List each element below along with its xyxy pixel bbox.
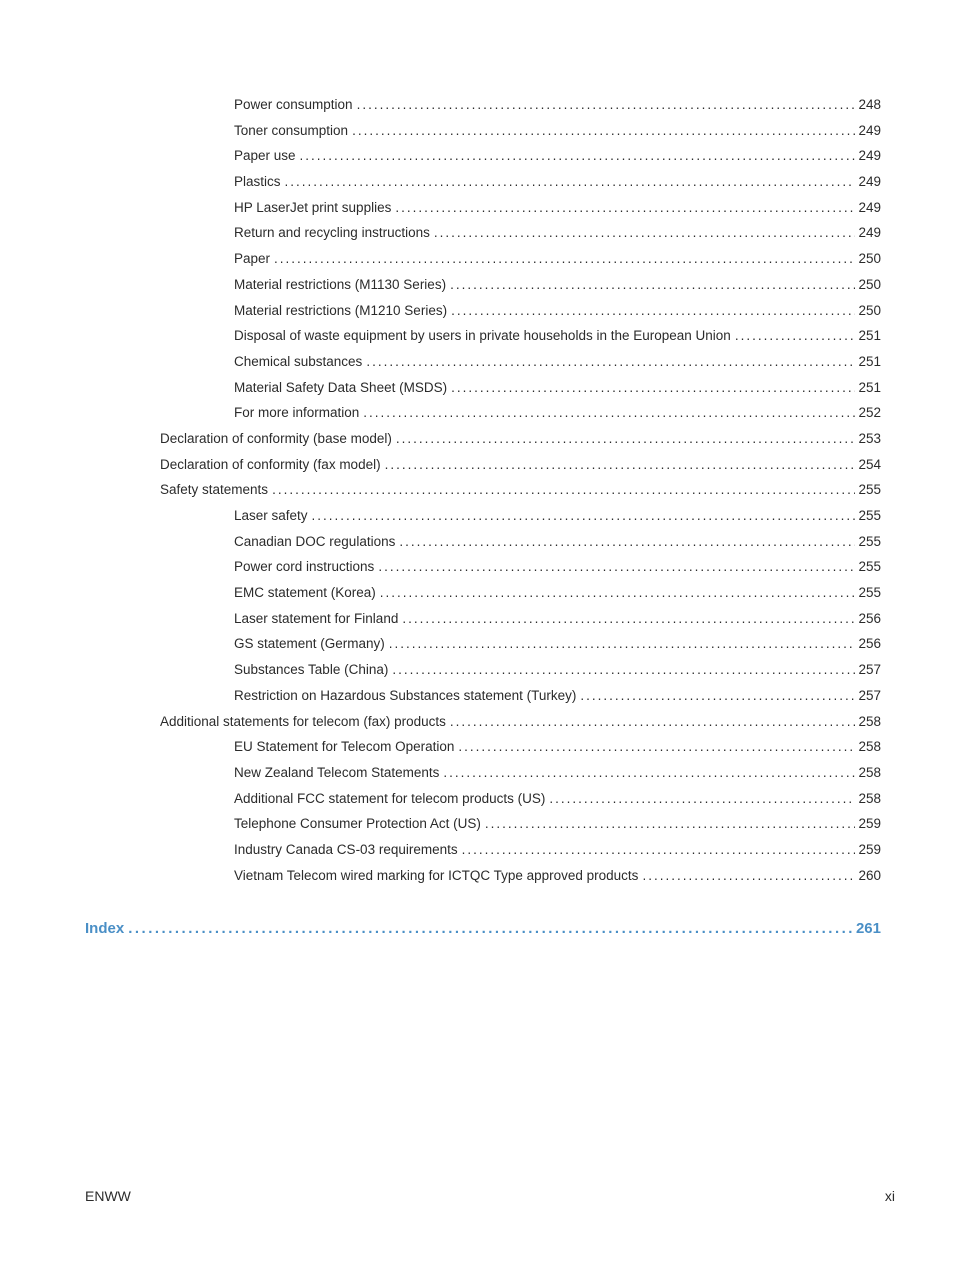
dot-leader (402, 606, 855, 632)
toc-entry[interactable] (85, 786, 881, 812)
dot-leader (450, 709, 856, 735)
toc-entry-title: Vietnam Telecom wired marking for ICTQC Type approved products (234, 867, 639, 883)
toc-entry-page: 248 (858, 97, 881, 112)
toc-entry-page: 255 (858, 508, 881, 523)
dot-leader (389, 631, 856, 657)
toc-entry[interactable] (85, 272, 881, 298)
toc-entry-page: 249 (858, 122, 881, 138)
dot-leader (735, 323, 856, 349)
toc-entry-title: New Zealand Telecom Statements (234, 764, 440, 780)
toc-entry-title: Safety statements (160, 482, 269, 498)
toc-entry[interactable] (85, 143, 881, 169)
dot-leader (642, 863, 855, 889)
dot-leader (443, 760, 855, 786)
dot-leader (380, 580, 856, 606)
dot-leader (580, 683, 855, 709)
toc-entry-page: 259 (858, 816, 881, 832)
toc-entry[interactable] (85, 195, 881, 221)
toc-entry-page: 251 (858, 328, 881, 344)
toc-entry-page: 256 (858, 610, 881, 626)
toc-entry-title: Power consumption (234, 97, 353, 112)
page-footer (85, 1188, 895, 1204)
toc-entry-page: 252 (858, 405, 881, 421)
toc-entry[interactable] (85, 477, 881, 503)
toc-entry-page: 251 (858, 353, 881, 369)
toc-entry[interactable] (85, 631, 881, 657)
toc-entry-title: Disposal of waste equipment by users in private households in the European Union (234, 328, 731, 344)
toc-entry[interactable] (85, 837, 881, 863)
toc-entry-page: 255 (858, 533, 881, 549)
dot-leader (399, 529, 855, 555)
toc-entry-page: 253 (858, 430, 881, 446)
toc-entry[interactable] (85, 220, 881, 246)
dot-leader (462, 837, 856, 863)
dot-leader (392, 657, 855, 683)
toc-entry[interactable] (85, 92, 881, 118)
toc-entry-title: Material restrictions (M1130 Series) (234, 276, 447, 292)
toc-entry[interactable] (85, 426, 881, 452)
toc-entry-title: Telephone Consumer Protection Act (US) (234, 816, 481, 832)
dot-leader (128, 916, 853, 942)
toc-entry-title: EU Statement for Telecom Operation (234, 739, 455, 755)
toc-entry-title: Toner consumption (234, 122, 349, 138)
toc-entry[interactable] (85, 606, 881, 632)
index-page-number: 261 (855, 920, 881, 938)
toc-entry-title: Power cord instructions (234, 559, 375, 575)
dot-leader (357, 92, 856, 118)
toc-entry[interactable] (85, 349, 881, 375)
index-label: Index (85, 920, 125, 938)
toc-entry-title: HP LaserJet print supplies (234, 199, 392, 215)
toc-entry[interactable] (85, 503, 881, 529)
toc-entry-page: 250 (858, 251, 881, 267)
toc-entry-page: 249 (858, 225, 881, 241)
toc-entry[interactable] (85, 375, 881, 401)
toc-entry-page: 250 (858, 302, 881, 318)
toc-entry-title: Additional FCC statement for telecom products (US) (234, 790, 546, 806)
toc-entry-title: Restriction on Hazardous Substances statement (Turkey) (234, 687, 577, 703)
toc-entry-page: 260 (858, 867, 881, 883)
toc-entry-title: Material restrictions (M1210 Series) (234, 302, 448, 318)
dot-leader (396, 426, 856, 452)
toc-entry-index[interactable] (85, 916, 881, 942)
toc-entry[interactable] (85, 554, 881, 580)
toc-entry[interactable] (85, 683, 881, 709)
toc-entry-page: 257 (858, 662, 881, 678)
toc-entry-title: Laser safety (234, 508, 308, 523)
toc-entry[interactable] (85, 657, 881, 683)
toc-entry-list (85, 92, 881, 888)
dot-leader (385, 452, 856, 478)
dot-leader (485, 811, 856, 837)
dot-leader (549, 786, 855, 812)
toc-entry-title: Substances Table (China) (234, 662, 389, 678)
dot-leader (451, 298, 855, 324)
toc-entry[interactable] (85, 400, 881, 426)
footer-page-number: xi (884, 1188, 895, 1204)
toc-entry[interactable] (85, 169, 881, 195)
dot-leader (366, 349, 855, 375)
toc-entry-page: 258 (858, 739, 881, 755)
dot-leader (300, 143, 856, 169)
toc-entry[interactable] (85, 709, 881, 735)
toc-entry-title: Declaration of conformity (fax model) (160, 456, 381, 472)
dot-leader (395, 195, 855, 221)
toc-entry[interactable] (85, 246, 881, 272)
toc-entry-page: 255 (858, 585, 881, 601)
toc-entry-page: 250 (858, 276, 881, 292)
toc-entry-page: 258 (858, 790, 881, 806)
toc-entry[interactable] (85, 298, 881, 324)
dot-leader (363, 400, 855, 426)
toc-entry-page: 258 (858, 713, 881, 729)
toc-entry-page: 254 (858, 456, 881, 472)
toc-entry-title: Paper (234, 251, 271, 267)
toc-entry[interactable] (85, 452, 881, 478)
toc-entry[interactable] (85, 529, 881, 555)
toc-entry-page: 249 (858, 148, 881, 164)
toc-entry[interactable] (85, 760, 881, 786)
dot-leader (312, 503, 856, 529)
toc-entry-title: Paper use (234, 148, 296, 164)
toc-entry-page: 258 (858, 764, 881, 780)
toc-entry-page: 259 (858, 841, 881, 857)
toc-entry-title: Canadian DOC regulations (234, 533, 396, 549)
toc-entry-page: 255 (858, 482, 881, 498)
toc-entry[interactable] (85, 118, 881, 144)
toc-entry-title: GS statement (Germany) (234, 636, 385, 652)
toc-entry[interactable] (85, 580, 881, 606)
dot-leader (378, 554, 855, 580)
dot-leader (434, 220, 856, 246)
toc-entry-title: Return and recycling instructions (234, 225, 430, 241)
footer-doc-language: ENWW (85, 1188, 131, 1204)
toc-entry-page: 257 (858, 687, 881, 703)
dot-leader (272, 477, 855, 503)
toc-entry-title: Chemical substances (234, 353, 363, 369)
toc-entry-page: 249 (858, 174, 881, 190)
toc-entry[interactable] (85, 734, 881, 760)
toc-entry-title: EMC statement (Korea) (234, 585, 376, 601)
dot-leader (285, 169, 856, 195)
toc-entry-page: 256 (858, 636, 881, 652)
dot-leader (274, 246, 855, 272)
toc-entry-title: Additional statements for telecom (fax) products (160, 713, 446, 729)
dot-leader (458, 734, 855, 760)
toc-entry-page: 255 (858, 559, 881, 575)
dot-leader (450, 272, 855, 298)
toc-entry-title: Industry Canada CS-03 requirements (234, 841, 458, 857)
table-of-contents (85, 92, 881, 942)
toc-entry[interactable] (85, 811, 881, 837)
toc-entry-title: Plastics (234, 174, 281, 190)
toc-entry[interactable] (85, 323, 881, 349)
toc-entry-title: Declaration of conformity (base model) (160, 430, 392, 446)
toc-entry-title: Laser statement for Finland (234, 610, 399, 626)
toc-entry-page: 251 (858, 379, 881, 395)
toc-entry-title: Material Safety Data Sheet (MSDS) (234, 379, 448, 395)
dot-leader (352, 118, 855, 144)
toc-entry-page: 249 (858, 199, 881, 215)
toc-entry-title: For more information (234, 405, 360, 421)
toc-entry[interactable] (85, 863, 881, 889)
dot-leader (451, 375, 855, 401)
